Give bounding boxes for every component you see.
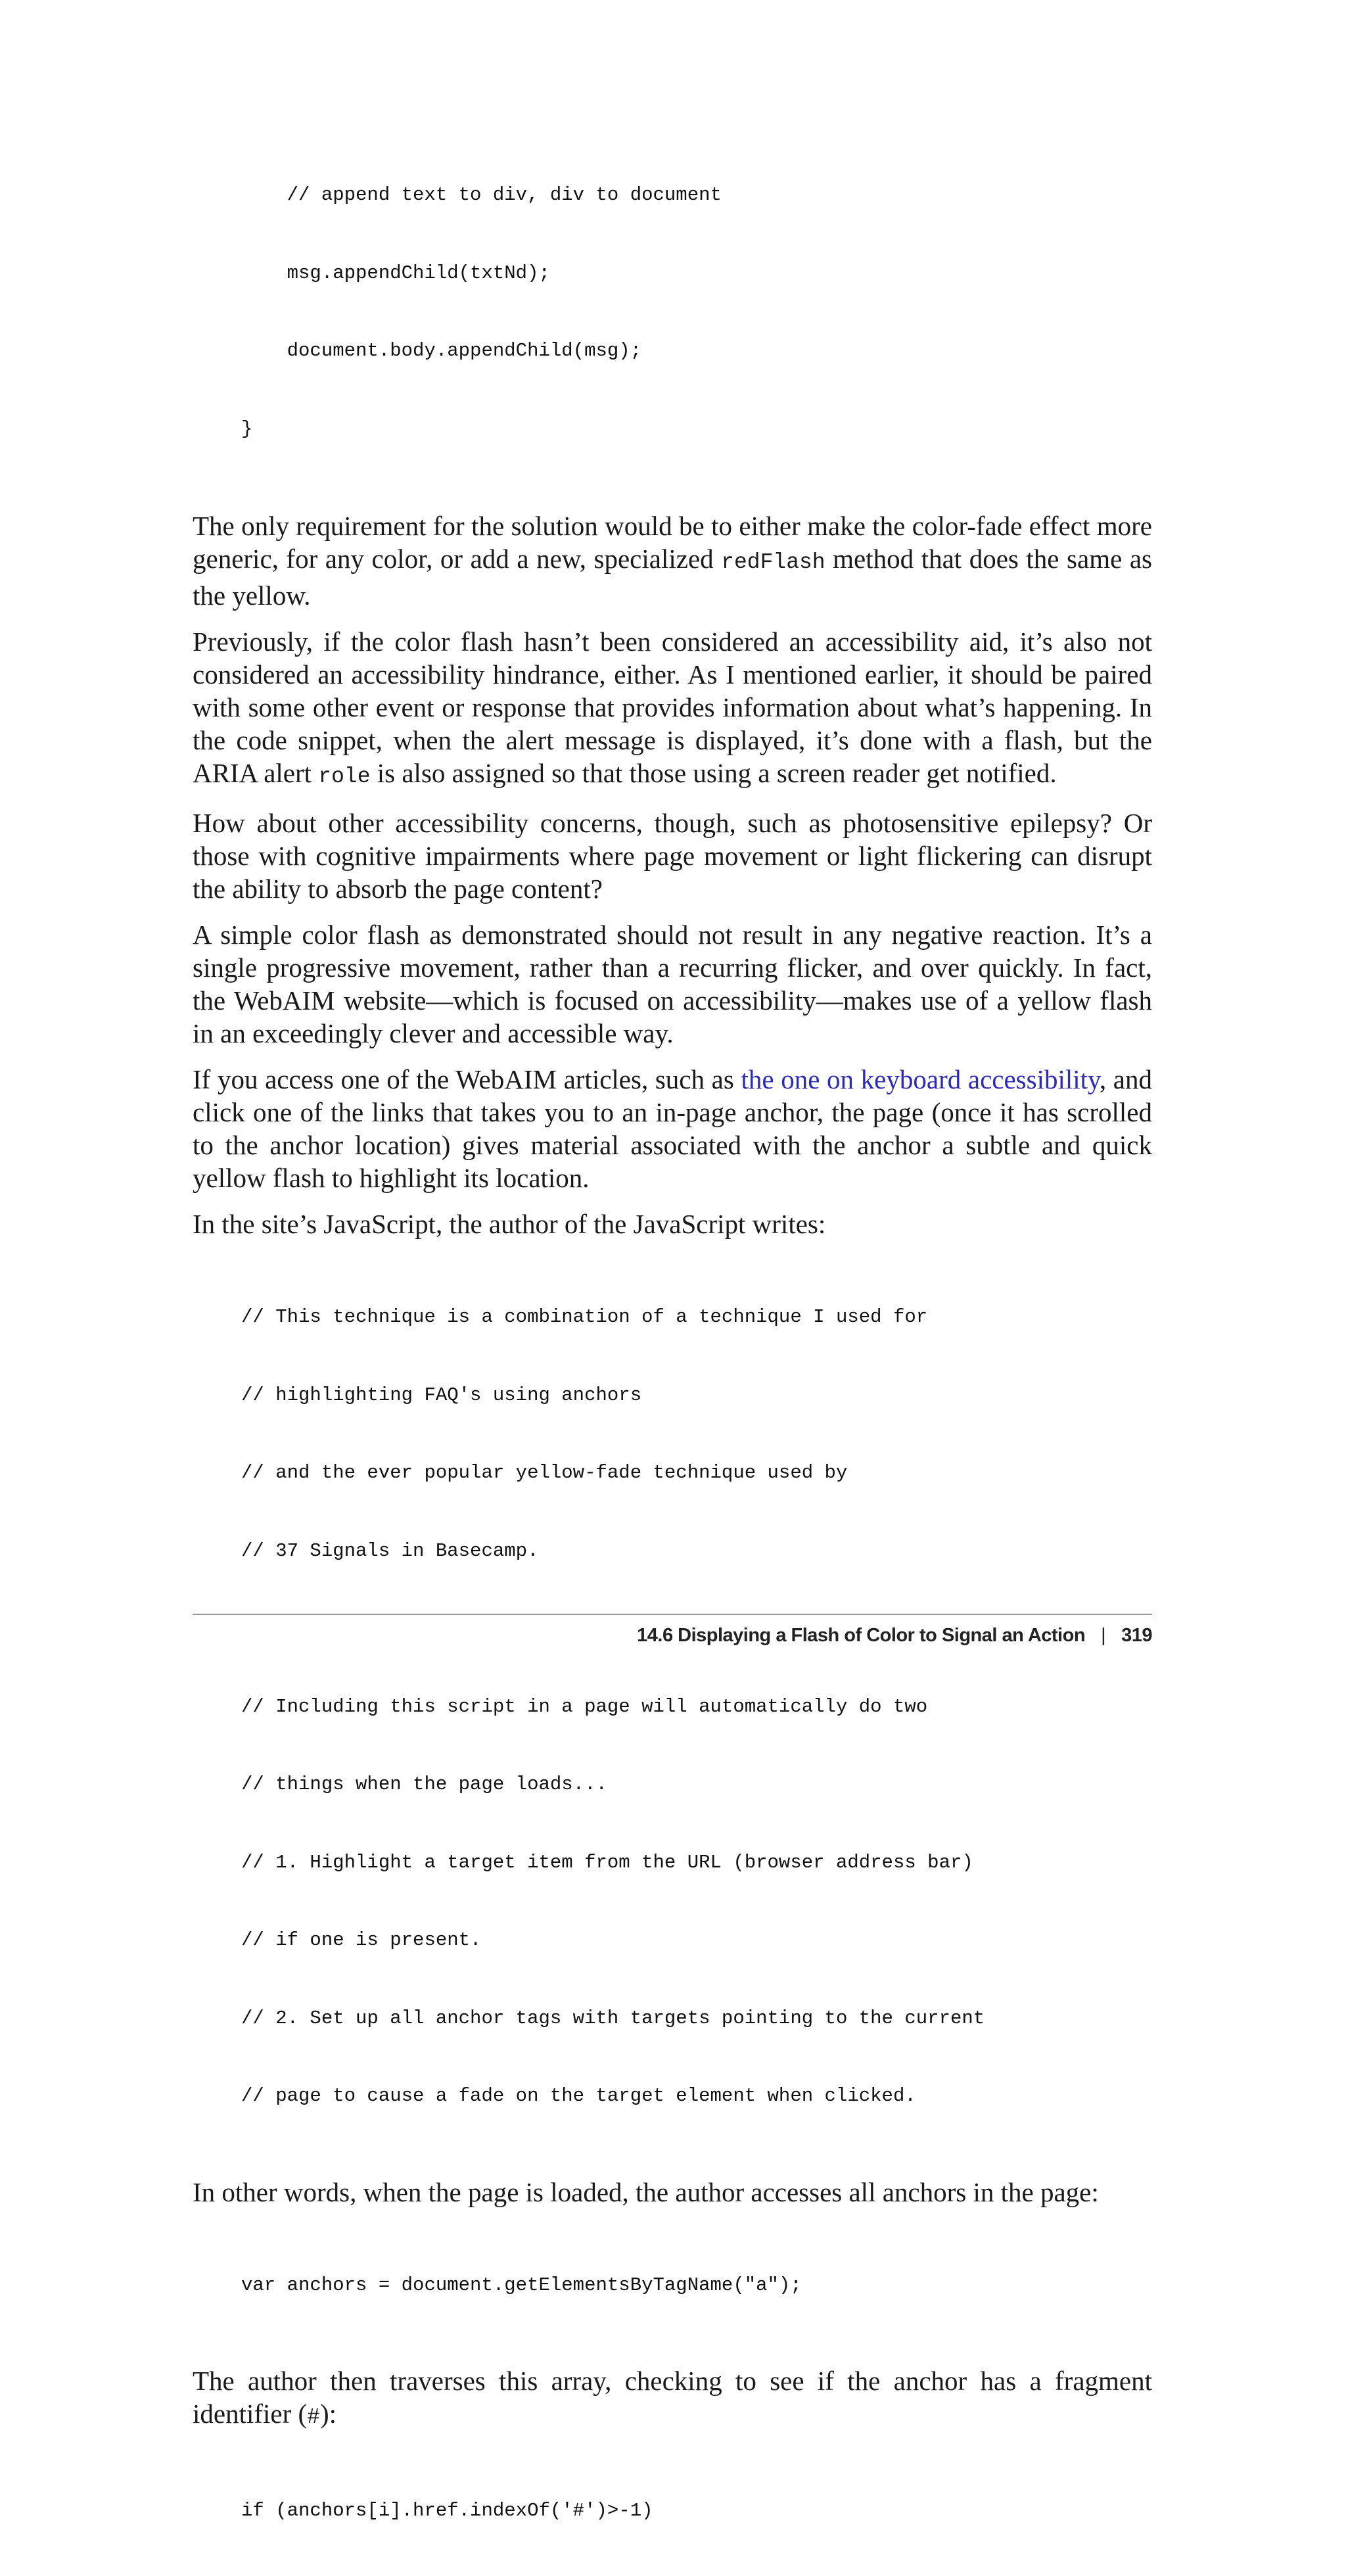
code-line: // and the ever popular yellow-fade technique used by <box>241 1462 848 1484</box>
paragraph-8 <box>193 2364 1152 2434</box>
paragraph-2 <box>193 625 1152 793</box>
text: method that does the same as the yellow. <box>193 544 1152 611</box>
footer-section-title: 14.6 Displaying a Flash of Color to Signal an Action <box>637 1625 1086 1646</box>
text: If you access one of the WebAIM articles, such as <box>193 1064 741 1094</box>
text: ): <box>319 2399 337 2429</box>
inline-code: redFlash <box>721 550 825 574</box>
inline-code: role <box>318 764 371 789</box>
code-line: } <box>241 417 253 440</box>
page-number: 319 <box>1121 1625 1152 1646</box>
code-line: msg.appendChild(txtNd); <box>241 262 550 284</box>
paragraph-1 <box>193 509 1152 612</box>
code-line: if (anchors[i].href.indexOf('#')>-1) <box>241 2500 653 2521</box>
code-line: // 2. Set up all anchor tags with targets pointing to the current <box>241 2007 985 2029</box>
keyboard-accessibility-link[interactable]: the one on keyboard accessibility <box>741 1064 1100 1094</box>
paragraph-4: A simple color flash as demonstrated should not result in any negative reaction. It’s a single progressive movement, rather than a recurring flicker, and over quickly. In fact, the WebAIM website—which is focused on accessibility—makes use of a yellow flash in an exceedingly clever and accessible way. <box>193 920 1152 1048</box>
paragraph-5 <box>193 1063 1152 1194</box>
code-line: // 37 Signals in Basecamp. <box>241 1539 539 1562</box>
code-line: var anchors = document.getElementsByTagName("a"); <box>241 2274 802 2296</box>
code-line: // things when the page loads... <box>241 1773 607 1795</box>
text: , and click one of the links that takes you to an in-page anchor, the page (once it has scrolled to the anchor location) gives material associated with the anchor a subtle and quick yellow flash to highlight its location. <box>193 1064 1152 1193</box>
footer-divider <box>193 1614 1152 1615</box>
code-line: // append text to div, div to document <box>241 184 722 206</box>
code-line: // page to cause a fade on the target element when clicked. <box>241 2085 916 2107</box>
code-line: // This technique is a combination of a technique I used for <box>241 1306 928 1328</box>
code-block-top <box>241 130 1152 494</box>
text: The author then traverses this array, checking to see if the anchor has a fragment identifier ( <box>193 2366 1152 2429</box>
code-block-comments <box>241 1252 1152 2161</box>
code-line: // if one is present. <box>241 1929 482 1951</box>
code-line: // highlighting FAQ's using anchors <box>241 1384 642 1406</box>
paragraph-6: In the site’s JavaScript, the author of the JavaScript writes: <box>193 1209 826 1239</box>
page-footer <box>637 1625 1152 1647</box>
paragraph-7: In other words, when the page is loaded, the author accesses all anchors in the page: <box>193 2176 1099 2207</box>
code-line: document.body.appendChild(msg); <box>241 340 642 362</box>
code-line: // Including this script in a page will automatically do two <box>241 1695 928 1718</box>
text: Previously, if the color flash hasn’t been considered an accessibility aid, it’s also not considered an accessibility hindrance, either. As I mentioned earlier, it should be paired with some other event or response that provides information about what’s happening. In the code snippet, when the alert message is displayed, it’s done with a flash, but the ARIA alert <box>193 626 1152 788</box>
page-content <box>193 130 1152 2576</box>
code-line: // 1. Highlight a target item from the URL (browser address bar) <box>241 1851 973 1873</box>
inline-code: # <box>307 2405 320 2429</box>
code-block-anchors <box>241 2220 1152 2351</box>
text: is also assigned so that those using a screen reader get notified. <box>370 758 1057 788</box>
paragraph-3: How about other accessibility concerns, though, such as photosensitive epilepsy? Or those with cognitive impairments where page movement or light flickering can disrupt the ability to absorb the page content? <box>193 808 1152 904</box>
footer-separator: | <box>1101 1625 1106 1646</box>
code-block-if <box>241 2446 1152 2576</box>
text: The only requirement for the solution would be to either make the color-fade effect more generic, for any color, or add a new, specialized <box>193 511 1152 574</box>
